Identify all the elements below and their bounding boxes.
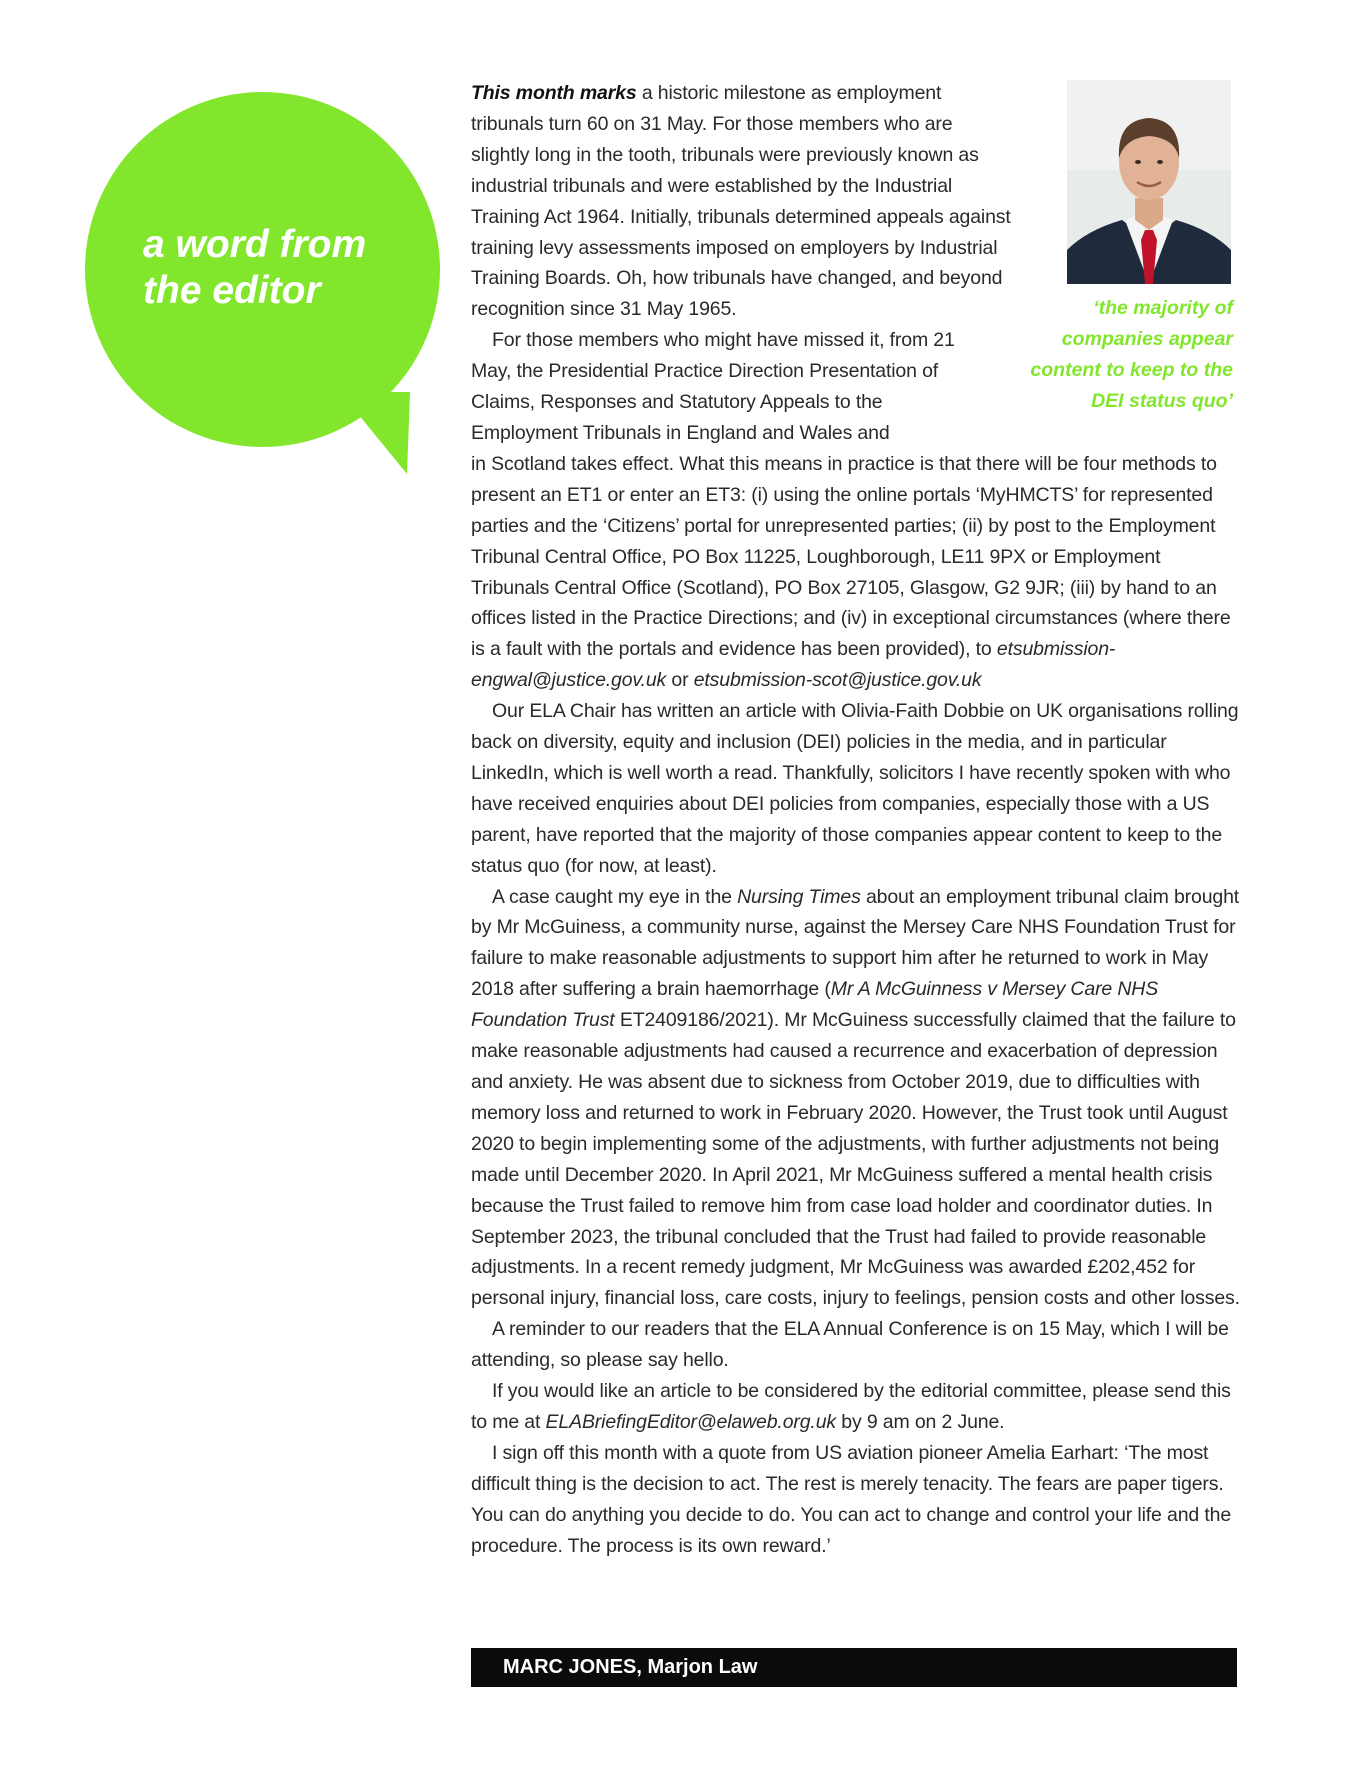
- paragraph-text: about an employment tribunal claim brought by Mr McGuiness, a community nurse, against the Mersey Care NHS Foundation Trust for failure to make reasonable adjustments to support him after he returned to work in May 2018 after suffering a brain haemorrhage (: [471, 885, 1240, 1001]
- pull-quote-line: ‘the majority of: [1093, 297, 1233, 319]
- pull-quote-line: DEI status quo’: [1091, 390, 1233, 412]
- paragraph-text: A case caught my eye in the: [492, 885, 738, 908]
- email-link-engwal[interactable]: etsubmission-engwal@justice.gov.uk: [471, 638, 1116, 692]
- section-title: [143, 222, 423, 314]
- paragraph-text: in Scotland takes effect. What this means in practice is that there will be four methods to present an ET1 or enter an ET3: (i) using the online portals ‘MyHMCTS’ for represented parties and the ‘Citizens’ portal for unrepresented parties; (ii) by post to the Employment Tribunal Central Office, PO Box 11225, Loughborough, LE11 9PX or Employment Tribunals Central Office (Scotland), PO Box 27105, Glasgow, G2 9JR; (iii) by hand to an offices listed in the Practice Directions; and (iv) in exceptional circumstances (where there is a fault with the portals and evidence has been provided), to: [471, 452, 1231, 661]
- article-body: [471, 78, 1241, 1562]
- editor-speech-bubble: [85, 92, 465, 492]
- publication-title: Nursing Times: [737, 885, 861, 908]
- paragraph-text: a historic milestone as employment tribunals turn 60 on 31 May. For those members who are slightly long in the tooth, tribunals were previously known as industrial tribunals and were established by the Industrial Training Act 1964. Initially, tribunals determined appeals against training levy assessments imposed on employers by Industrial Training Boards. Oh, how tribunals have changed, and beyond recognition since 31 May 1965.: [471, 82, 1011, 321]
- author-byline: [471, 1648, 1237, 1687]
- article-paragraph-2: [471, 325, 1241, 696]
- email-link-scot[interactable]: etsubmission-scot@justice.gov.uk: [693, 669, 982, 692]
- lead-in: This month marks: [471, 82, 637, 104]
- section-title-line-1: a word from: [143, 223, 367, 266]
- article-paragraph-7: I sign off this month with a quote from US aviation pioneer Amelia Earhart: ‘The most difficult thing is the decision to act. The rest is merely tenacity. The fears are paper tigers. You can do anything you decide to do. You can act to change and control your life and the procedure. The process is its own reward.’: [471, 1441, 1232, 1557]
- article-paragraph-6: [471, 1376, 1241, 1438]
- article-paragraph-5: A reminder to our readers that the ELA Annual Conference is on 15 May, which I will be attending, so please say hello.: [471, 1318, 1229, 1372]
- paragraph-text: or: [666, 669, 694, 692]
- pull-quote-line: companies appear: [1061, 328, 1233, 350]
- paragraph-text: by 9 am on 2 June.: [836, 1410, 1005, 1433]
- article-paragraph-4: [471, 882, 1241, 1315]
- editor-email-link[interactable]: ELABriefingEditor@elaweb.org.uk: [545, 1410, 836, 1433]
- paragraph-text: ET2409186/2021). Mr McGuiness successfully claimed that the failure to make reasonable adjustments had caused a recurrence and exacerbation of depression and anxiety. He was absent due to sickness from October 2019, due to difficulties with memory loss and returned to work in February 2020. However, the Trust took until August 2020 to begin implementing some of the adjustments, with further adjustments not being made until December 2020. In April 2021, Mr McGuiness suffered a mental health crisis because the Trust failed to remove him from case load holder and coordinator duties. In September 2023, the tribunal concluded that the Trust had failed to provide reasonable adjustments. In a recent remedy judgment, Mr McGuiness was awarded £202,452 for personal injury, financial loss, care costs, injury to feelings, pension costs and other losses.: [471, 1009, 1240, 1310]
- article-paragraph-1: [471, 78, 1241, 325]
- case-citation: Mr A McGuinness v Mersey Care NHS Foundation Trust: [471, 978, 1159, 1032]
- author-name: MARC JONES,: [503, 1656, 642, 1678]
- section-title-line-2: the editor: [143, 269, 321, 312]
- article-paragraph-3: Our ELA Chair has written an article with Olivia-Faith Dobbie on UK organisations rolling back on diversity, equity and inclusion (DEI) policies in the media, and in particular LinkedIn, which is well worth a read. Thankfully, solicitors I have recently spoken with who have received enquiries about DEI policies from companies, especially those with a US parent, have reported that the majority of those companies appear content to keep to the status quo (for now, at least).: [471, 700, 1239, 877]
- author-firm: Marjon Law: [641, 1656, 758, 1678]
- paragraph-text: For those members who might have missed it, from 21 May, the Presidential Practice Direction Presentation of Claims, Responses and Statutory Appeals to the Employment Tribunals in England and Wales and: [471, 329, 955, 444]
- paragraph-text: If you would like an article to be considered by the editorial committee, please send this to me at: [471, 1380, 1231, 1433]
- pull-quote-line: content to keep to the: [1030, 359, 1233, 381]
